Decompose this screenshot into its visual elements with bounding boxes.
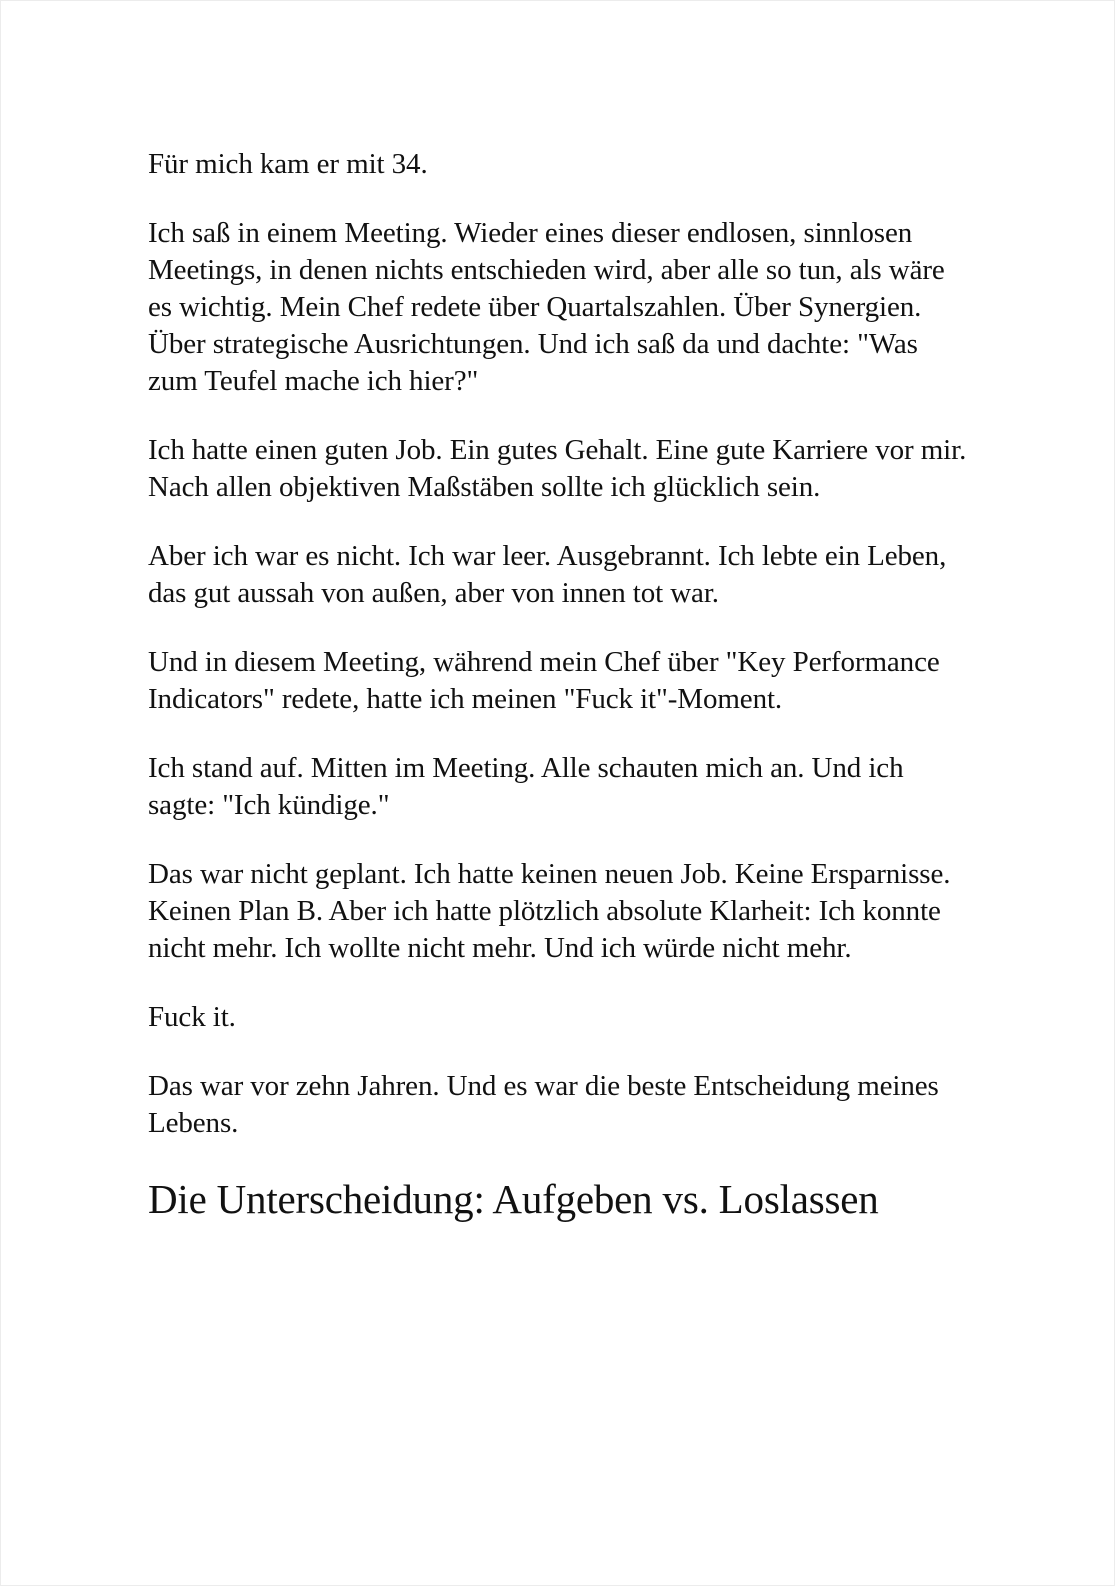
paragraph: Aber ich war es nicht. Ich war leer. Ausgebrannt. Ich lebte ein Leben, das gut aussah von außen, aber von innen tot war. xyxy=(148,540,947,609)
document-body xyxy=(148,146,968,1224)
paragraph: Das war vor zehn Jahren. Und es war die beste Entscheidung meines Lebens. xyxy=(148,1070,939,1139)
paragraph: Ich hatte einen guten Job. Ein gutes Gehalt. Eine gute Karriere vor mir. Nach allen objektiven Maßstäben sollte ich glücklich sein. xyxy=(148,434,967,503)
paragraph: Das war nicht geplant. Ich hatte keinen neuen Job. Keine Ersparnisse. Keinen Plan B. Aber ich hatte plötzlich absolute Klarheit: Ich konnte nicht mehr. Ich wollte nicht mehr. Und ich würde nicht mehr. xyxy=(148,858,951,964)
paragraph: Für mich kam er mit 34. xyxy=(148,148,428,180)
paragraph: Ich saß in einem Meeting. Wieder eines dieser endlosen, sinnlosen Meetings, in denen nichts entschieden wird, aber alle so tun, als wäre es wichtig. Mein Chef redete über Quartalszahlen. Über Synergien. Über strategische Ausrichtungen. Und ich saß da und dachte: "Was zum Teufel mache ich hier?" xyxy=(148,217,945,397)
paragraph: Und in diesem Meeting, während mein Chef über "Key Performance Indicators" redete, hatte ich meinen "Fuck it"-Moment. xyxy=(148,646,940,715)
paragraph: Fuck it. xyxy=(148,1001,236,1033)
paragraph: Ich stand auf. Mitten im Meeting. Alle schauten mich an. Und ich sagte: "Ich kündige." xyxy=(148,752,904,821)
section-heading: Die Unterscheidung: Aufgeben vs. Loslassen xyxy=(148,1176,879,1222)
